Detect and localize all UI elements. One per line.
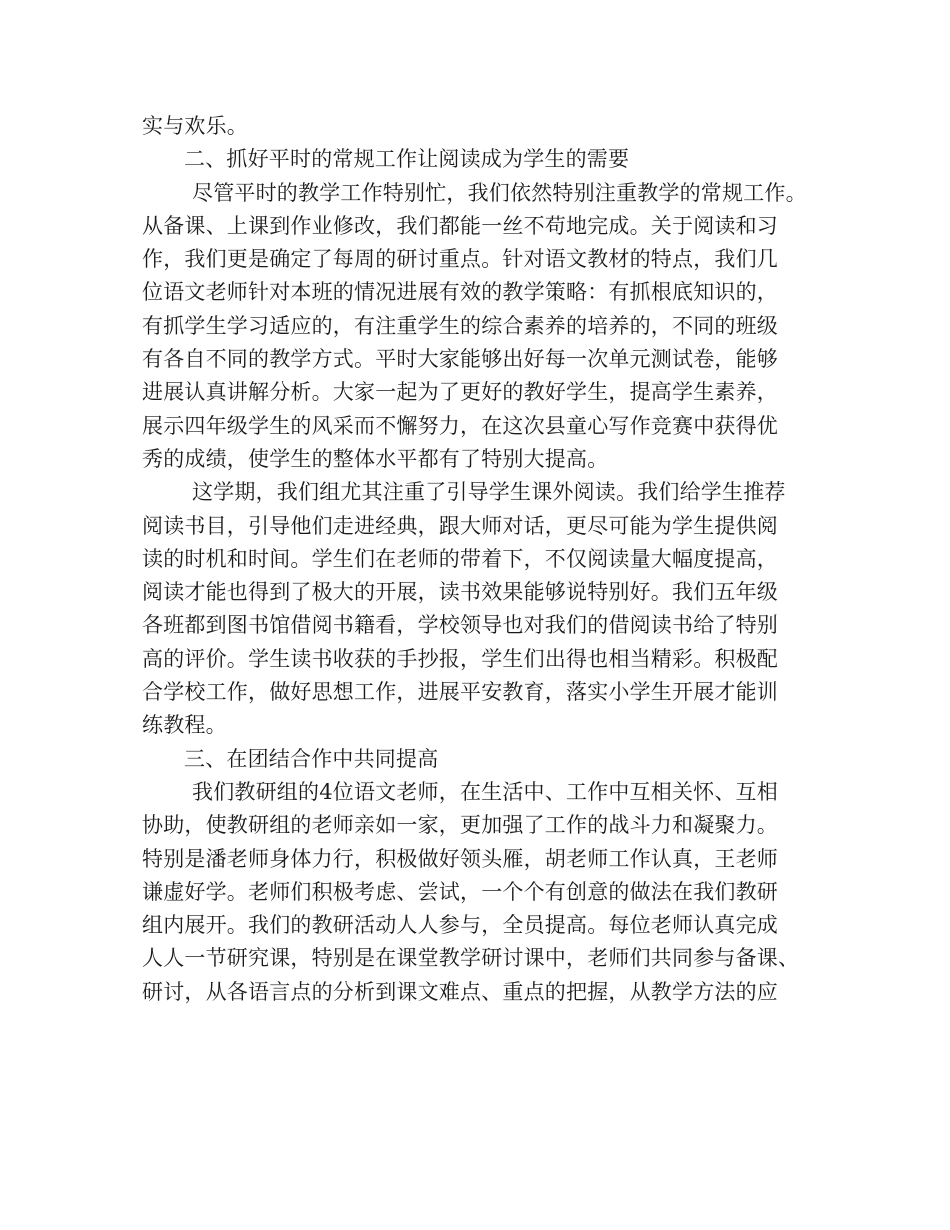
paragraph-line: 研讨，从各语言点的分析到课文难点、重点的把握，从教学方法的应: [142, 979, 778, 1004]
paragraph-line: 组内展开。我们的教研活动人人参与，全员提高。每位老师认真完成: [142, 913, 778, 938]
paragraph-line: 阅读才能也得到了极大的开展，读书效果能够说特别好。我们五年级: [142, 580, 778, 605]
section-heading: 三、在团结合作中共同提高: [184, 746, 439, 771]
section-heading: 二、抓好平时的常规工作让阅读成为学生的需要: [184, 147, 630, 172]
paragraph-line: 进展认真讲解分析。大家一起为了更好的教好学生，提高学生素养，: [142, 380, 778, 405]
paragraph-line: 各班都到图书馆借阅书籍看，学校领导也对我们的借阅读书给了特别: [142, 613, 778, 638]
document-body: [142, 110, 822, 1009]
paragraph-line: 尽管平时的教学工作特别忙，我们依然特别注重教学的常规工作。: [192, 180, 807, 205]
paragraph-line: 这学期，我们组尤其注重了引导学生课外阅读。我们给学生推荐: [192, 480, 786, 505]
paragraph-line: 展示四年级学生的风采而不懈努力，在这次县童心写作竞赛中获得优: [142, 413, 778, 438]
paragraph-line: 人人一节研究课，特别是在课堂教学研讨课中，老师们共同参与备课、: [142, 946, 800, 971]
paragraph-line: 练教程。: [142, 713, 227, 738]
paragraph-line: 位语文老师针对本班的情况进展有效的教学策略：有抓根底知识的，: [142, 280, 778, 305]
paragraph-line: 阅读书目，引导他们走进经典，跟大师对话，更尽可能为学生提供阅: [142, 513, 778, 538]
paragraph-line: 作，我们更是确定了每周的研讨重点。针对语文教材的特点，我们几: [142, 247, 778, 272]
paragraph-line: 从备课、上课到作业修改，我们都能一丝不苟地完成。关于阅读和习: [142, 213, 778, 238]
paragraph-line: 有各自不同的教学方式。平时大家能够出好每一次单元测试卷，能够: [142, 347, 778, 372]
paragraph-line: 高的评价。学生读书收获的手抄报，学生们出得也相当精彩。积极配: [142, 646, 778, 671]
paragraph-line: 我们教研组的4位语文老师，在生活中、工作中互相关怀、互相: [192, 779, 778, 804]
paragraph-line: 协助，使教研组的老师亲如一家，更加强了工作的战斗力和凝聚力。: [142, 813, 778, 838]
paragraph-line: 合学校工作，做好思想工作，进展平安教育，落实小学生开展才能训: [142, 680, 778, 705]
paragraph-line: 实与欢乐。: [142, 114, 248, 138]
paragraph-line: 谦虚好学。老师们积极考虑、尝试，一个个有创意的做法在我们教研: [142, 879, 778, 904]
paragraph-line: 秀的成绩，使学生的整体水平都有了特别大提高。: [142, 446, 609, 471]
paragraph-line: 特别是潘老师身体力行，积极做好领头雁，胡老师工作认真，王老师: [142, 846, 778, 871]
paragraph-line: 读的时机和时间。学生们在老师的带着下，不仅阅读量大幅度提高，: [142, 546, 778, 571]
paragraph-line: 有抓学生学习适应的，有注重学生的综合素养的培养的，不同的班级: [142, 313, 778, 338]
